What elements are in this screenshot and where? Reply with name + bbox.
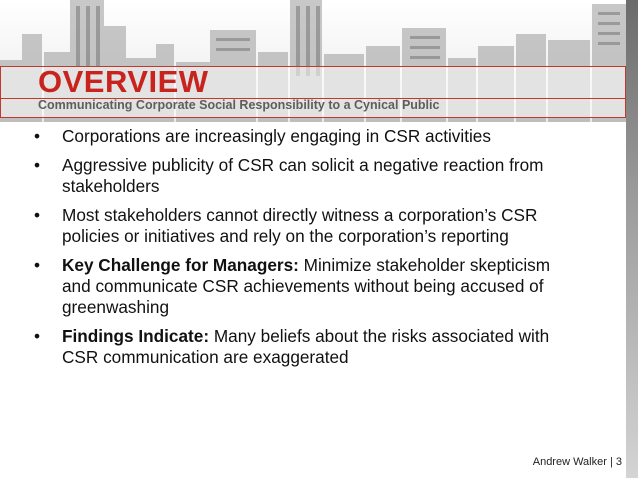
bullet-item (34, 126, 574, 147)
bullet-icon: • (34, 155, 41, 175)
bullet-text: Many beliefs about the risks associated with CSR communication are exaggerated (62, 326, 550, 367)
bullet-icon: • (34, 205, 41, 225)
bullet-lead: Findings Indicate: (62, 326, 210, 346)
bullet-text: Aggressive publicity of CSR can solicit a negative reaction from stakeholders (62, 155, 544, 196)
bullet-icon: • (34, 126, 41, 146)
bullet-icon: • (34, 326, 41, 346)
bullet-item (34, 205, 574, 247)
bullet-text: Corporations are increasingly engaging in CSR activities (62, 126, 491, 146)
slide-title: OVERVIEW (38, 64, 209, 99)
bullet-text: Minimize stakeholder skepticism and communicate CSR achievements without being accused of greenwashing (62, 255, 551, 317)
right-edge-bar (626, 0, 638, 478)
footer-author-page: Andrew Walker | 3 (532, 456, 622, 468)
bullet-text: Most stakeholders cannot directly witness a corporation’s CSR policies or initiatives and rely on the corporation’s reporting (62, 205, 538, 246)
bullet-item (34, 155, 574, 197)
bullet-icon: • (34, 255, 41, 275)
slide-subtitle: Communicating Corporate Social Responsibility to a Cynical Public (38, 98, 440, 112)
bullet-lead: Key Challenge for Managers: (62, 255, 299, 275)
bullet-item (34, 255, 574, 318)
bullet-item (34, 326, 574, 368)
bullet-list (34, 126, 574, 376)
